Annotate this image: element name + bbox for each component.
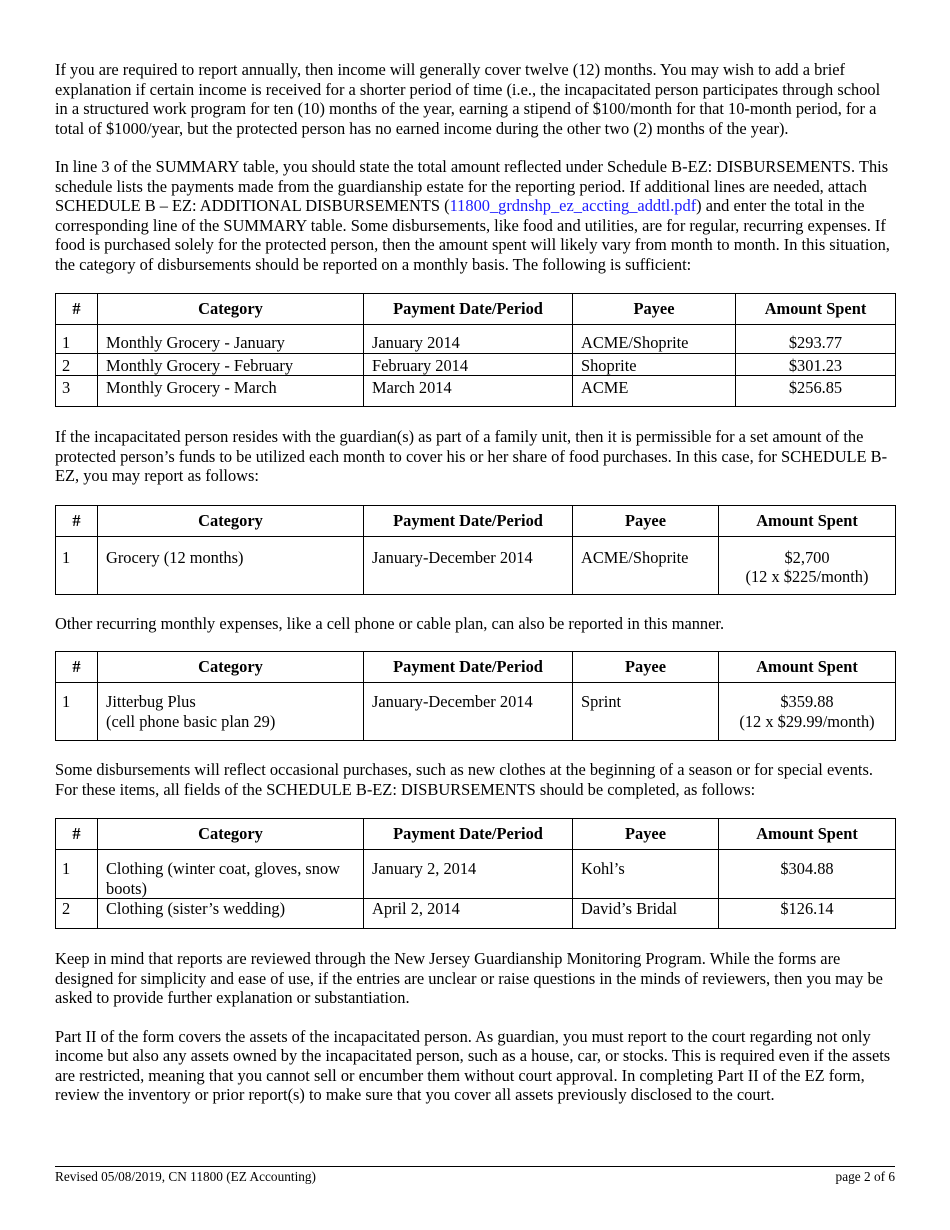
paragraph-annual-income: If you are required to report annually, then income will generally cover twelve (12) months. You may wish to add a brief explanation if certain income is received for a shorter period of time (i.e., the incapacitated person participates through school in a structured work program for ten (10) months of the year, earning a stipend of $100/month for that 10-month period, for a total of $1000/year, but the protected person has no earned income during the other two (2) months of the year). xyxy=(55,60,881,138)
amount-breakdown: (12 x $225/month) xyxy=(745,567,869,586)
row-category: Clothing (sister’s wedding) xyxy=(98,899,364,929)
row-amount: $301.23 xyxy=(736,353,896,376)
header-amount: Amount Spent xyxy=(719,505,896,536)
row-payee: Sprint xyxy=(573,683,719,741)
header-payment-date: Payment Date/Period xyxy=(364,819,573,850)
table-header-row xyxy=(56,819,896,850)
table-row xyxy=(56,683,896,741)
category-note: (cell phone basic plan 29) xyxy=(106,711,276,731)
table-row xyxy=(56,899,896,929)
row-category: Clothing (winter coat, gloves, snow boots) xyxy=(98,850,364,899)
header-amount: Amount Spent xyxy=(736,294,896,325)
header-category: Category xyxy=(98,652,364,683)
header-num: # xyxy=(56,294,98,325)
header-payment-date: Payment Date/Period xyxy=(364,505,573,536)
header-num: # xyxy=(56,652,98,683)
table-header-row xyxy=(56,652,896,683)
clothing-table xyxy=(55,818,896,929)
paragraph-part-two-assets: Part II of the form covers the assets of the incapacitated person. As guardian, you must report to the court regarding not only income but also any assets owned by the incapacitated person, such as a house, car, or stocks. This is required even if the assets are restricted, meaning that you cannot sell or encumber them without court approval. In completing Part II of the EZ form, review the inventory or prior report(s) to make sure that you cover all assets previously disclosed to the court. xyxy=(55,1026,891,1104)
monthly-grocery-table xyxy=(55,293,896,407)
row-num: 1 xyxy=(56,683,98,741)
table-header-row xyxy=(56,505,896,536)
row-payee: Shoprite xyxy=(573,353,736,376)
header-amount: Amount Spent xyxy=(719,652,896,683)
additional-disbursements-link[interactable]: 11800_grdnshp_ez_accting_addtl.pdf xyxy=(449,196,697,215)
row-num: 3 xyxy=(56,376,98,407)
paragraph-occasional-purchases: Some disbursements will reflect occasional purchases, such as new clothes at the beginning of a season or for special events. For these items, all fields of the SCHEDULE B-EZ: DISBURSEMENTS should be completed, as follows: xyxy=(55,760,873,799)
footer-page-number: page 2 of 6 xyxy=(835,1169,895,1184)
paragraph-recurring-expenses: Other recurring monthly expenses, like a cell phone or cable plan, can also be reported in this manner. xyxy=(55,613,725,633)
row-category: Grocery (12 months) xyxy=(98,536,364,594)
paragraph-disbursements-text-end: ) and enter the total in the corresponding line of the SUMMARY table. Some disbursements, like food and utilities, are for regular, recurring expenses. If food is purchased solely for the protected person, then the amount spent will likely vary from month to month. In this situation, the category of disbursements should be reported on a monthly basis. The following is sufficient: xyxy=(55,196,890,274)
row-category: Monthly Grocery - January xyxy=(98,325,364,354)
row-num: 1 xyxy=(56,325,98,354)
grocery-annual-table xyxy=(55,505,896,595)
header-payee: Payee xyxy=(573,652,719,683)
header-payment-date: Payment Date/Period xyxy=(364,294,573,325)
header-category: Category xyxy=(98,294,364,325)
row-payee: ACME xyxy=(573,376,736,407)
row-date: January 2, 2014 xyxy=(364,850,573,899)
row-date: January 2014 xyxy=(364,325,573,354)
amount-total: $2,700 xyxy=(784,547,830,567)
row-date: January-December 2014 xyxy=(364,683,573,741)
table-header-row xyxy=(56,294,896,325)
table-row xyxy=(56,325,896,354)
header-num: # xyxy=(56,819,98,850)
row-num: 2 xyxy=(56,899,98,929)
row-num: 1 xyxy=(56,850,98,899)
row-category: Monthly Grocery - February xyxy=(98,353,364,376)
header-amount: Amount Spent xyxy=(719,819,896,850)
row-payee: David’s Bridal xyxy=(573,899,719,929)
header-payment-date: Payment Date/Period xyxy=(364,652,573,683)
row-date: April 2, 2014 xyxy=(364,899,573,929)
row-amount: $304.88 xyxy=(719,850,896,899)
header-payee: Payee xyxy=(573,294,736,325)
amount-breakdown: (12 x $29.99/month) xyxy=(739,711,875,731)
table-row xyxy=(56,376,896,407)
paragraph-disbursements-text-start: In line 3 of the SUMMARY table, you should state the total amount reflected under Schedule B-EZ: DISBURSEMENTS. This schedule lists the payments made from the guardianship estate for the reporting period. If additional lines are needed, attach SCHEDULE B – EZ: ADDITIONAL DISBURSEMENTS ( xyxy=(55,157,889,215)
table-row xyxy=(56,850,896,899)
row-category: Monthly Grocery - March xyxy=(98,376,364,407)
document-page xyxy=(55,60,895,1105)
header-payee: Payee xyxy=(573,505,719,536)
header-payee: Payee xyxy=(573,819,719,850)
table-row xyxy=(56,353,896,376)
header-num: # xyxy=(56,505,98,536)
paragraph-monitoring-program: Keep in mind that reports are reviewed through the New Jersey Guardianship Monitoring Program. While the forms are designed for simplicity and ease of use, if the entries are unclear or raise questions in the minds of reviewers, then you may be asked to provide further explanation or substantiation. xyxy=(55,949,883,1007)
row-amount: $126.14 xyxy=(719,899,896,929)
row-amount: $256.85 xyxy=(736,376,896,407)
footer-revision: Revised 05/08/2019, CN 11800 (EZ Accounting) xyxy=(55,1169,316,1184)
row-amount: $293.77 xyxy=(736,325,896,354)
table-row xyxy=(56,536,896,594)
row-payee: ACME/Shoprite xyxy=(573,325,736,354)
row-date: February 2014 xyxy=(364,353,573,376)
header-category: Category xyxy=(98,819,364,850)
paragraph-family-unit: If the incapacitated person resides with the guardian(s) as part of a family unit, then it is permissible for a set amount of the protected person’s funds to be utilized each month to cover his or her share of food purchases. In this case, for SCHEDULE B-EZ, you may report as follows: xyxy=(55,427,888,485)
row-num: 2 xyxy=(56,353,98,376)
cell-phone-table xyxy=(55,651,896,741)
amount-total: $359.88 xyxy=(780,692,834,711)
row-category xyxy=(98,683,364,741)
row-amount xyxy=(719,683,896,741)
row-date: March 2014 xyxy=(364,376,573,407)
row-date: January-December 2014 xyxy=(364,536,573,594)
row-payee: ACME/Shoprite xyxy=(573,536,719,594)
row-num: 1 xyxy=(56,536,98,594)
page-footer xyxy=(55,1166,895,1186)
header-category: Category xyxy=(98,505,364,536)
row-payee: Kohl’s xyxy=(573,850,719,899)
category-name: Jitterbug Plus xyxy=(106,692,196,711)
paragraph-disbursements xyxy=(55,157,895,274)
row-amount xyxy=(719,536,896,594)
